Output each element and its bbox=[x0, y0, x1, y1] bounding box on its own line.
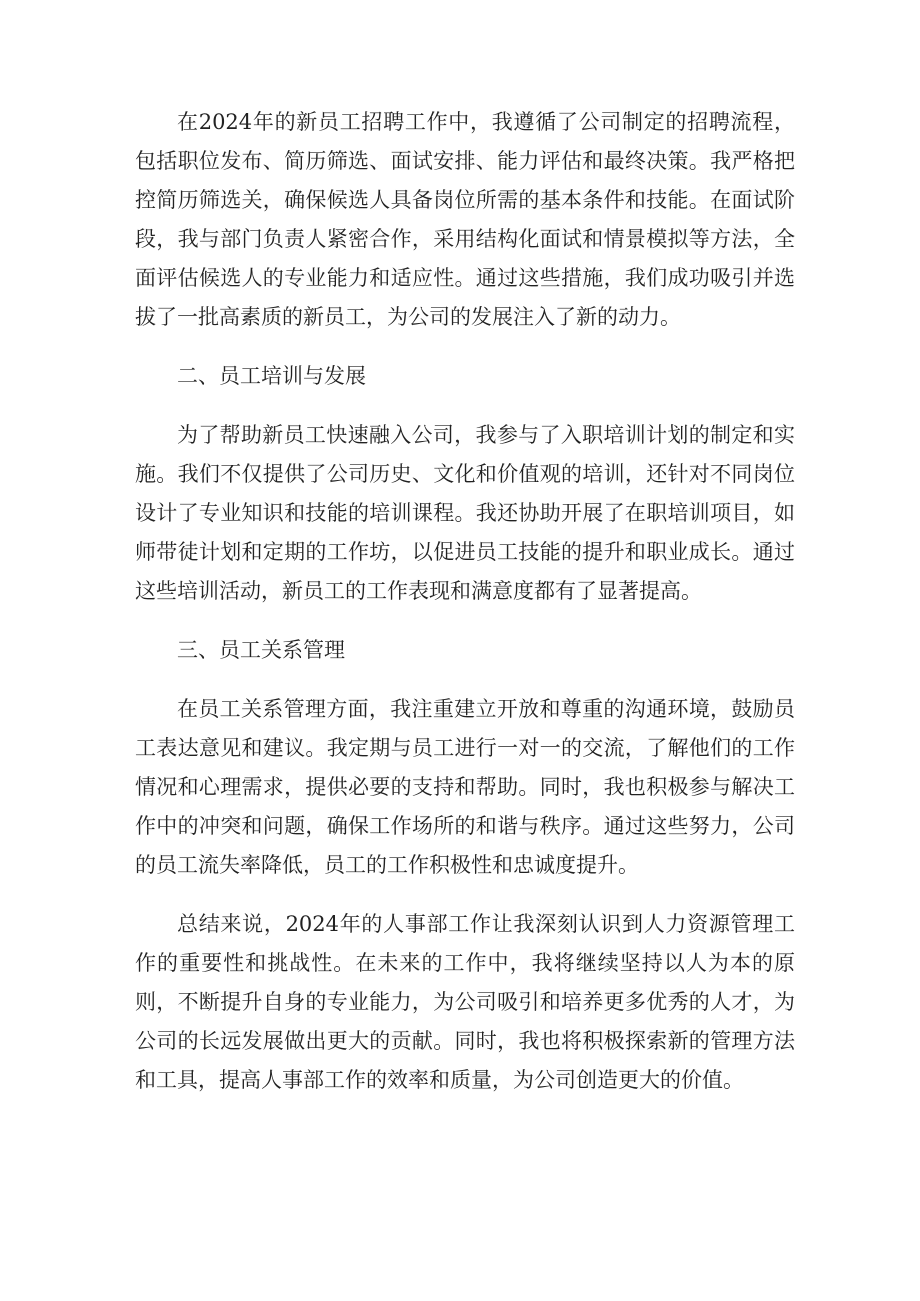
paragraph-summary: 总结来说，2024年的人事部工作让我深刻认识到人力资源管理工作的重要性和挑战性。在未来的工作中，我将继续坚持以人为本的原则，不断提升自身的专业能力，为公司吸引和培养更多优秀的人才，为公司的长远发展做出更大的贡献。同时，我也将积极探索新的管理方法和工具，提高人事部工作的效率和质量，为公司创造更大的价值。 bbox=[135, 912, 795, 1092]
paragraph-recruitment: 在2024年的新员工招聘工作中，我遵循了公司制定的招聘流程，包括职位发布、简历筛选、面试安排、能力评估和最终决策。我严格把控简历筛选关，确保候选人具备岗位所需的基本条件和技能。在面试阶段，我与部门负责人紧密合作，采用结构化面试和情景模拟等方法，全面评估候选人的专业能力和适应性。通过这些措施，我们成功吸引并选拔了一批高素质的新员工，为公司的发展注入了新的动力。 bbox=[135, 110, 795, 329]
paragraph-training: 为了帮助新员工快速融入公司，我参与了入职培训计划的制定和实施。我们不仅提供了公司历史、文化和价值观的培训，还针对不同岗位设计了专业知识和技能的培训课程。我还协助开展了在职培训项目，如师带徒计划和定期的工作坊，以促进员工技能的提升和职业成长。通过这些培训活动，新员工的工作表现和满意度都有了显著提高。 bbox=[135, 423, 795, 603]
document-body bbox=[135, 103, 795, 1120]
section-heading-relations: 三、员工关系管理 bbox=[177, 638, 345, 662]
paragraph-relations: 在员工关系管理方面，我注重建立开放和尊重的沟通环境，鼓励员工表达意见和建议。我定期与员工进行一对一的交流，了解他们的工作情况和心理需求，提供必要的支持和帮助。同时，我也积极参与解决工作中的冲突和问题，确保工作场所的和谐与秩序。通过这些努力，公司的员工流失率降低，员工的工作积极性和忠诚度提升。 bbox=[135, 697, 795, 877]
section-heading-training: 二、员工培训与发展 bbox=[177, 364, 366, 388]
